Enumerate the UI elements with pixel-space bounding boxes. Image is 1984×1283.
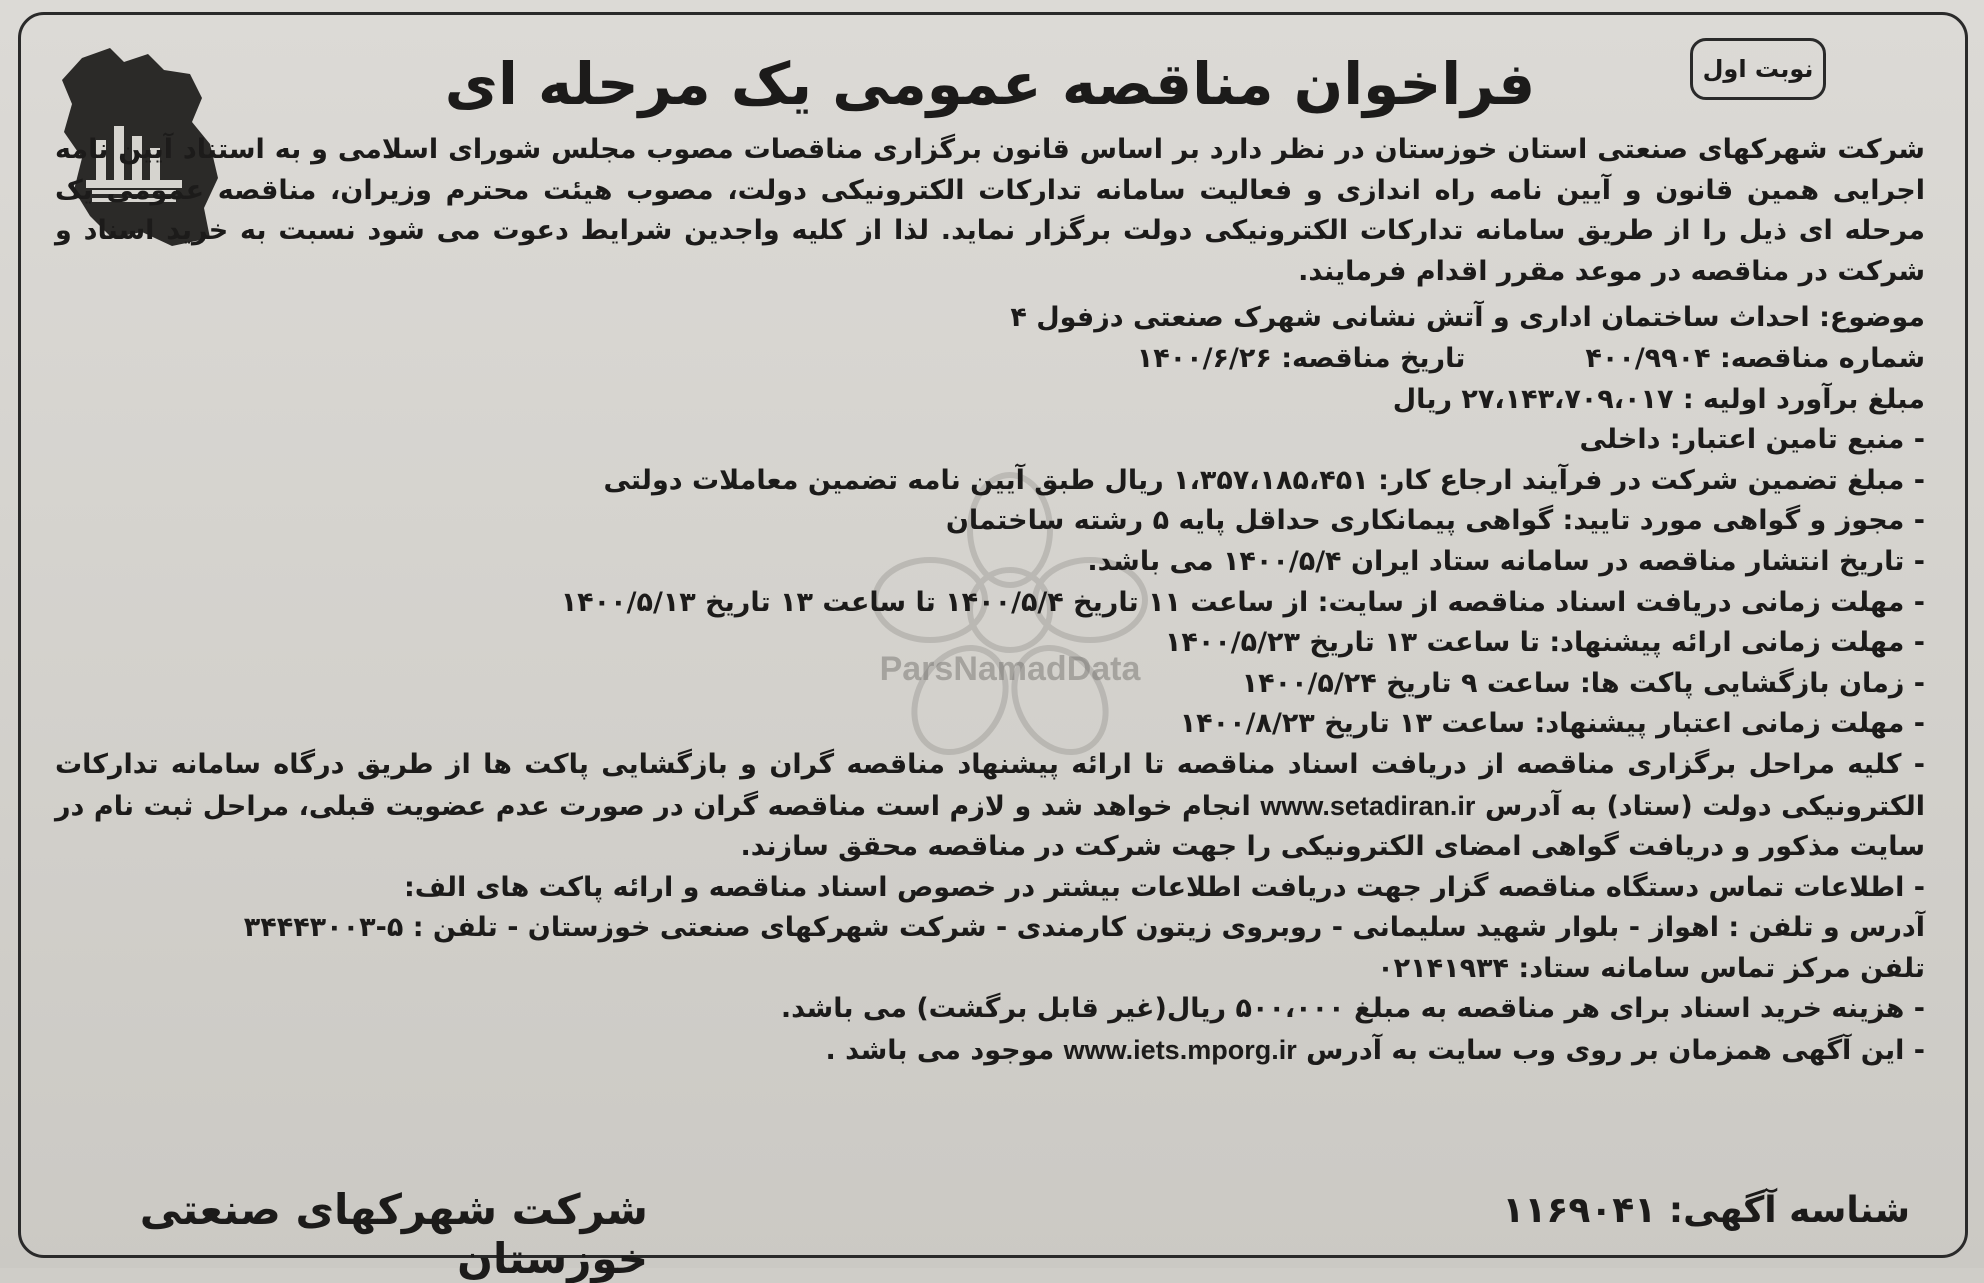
setad-link[interactable]: www.setadiran.ir <box>1260 790 1476 821</box>
tender-date: تاریخ مناقصه: ۱۴۰۰/۶/۲۶ <box>1136 342 1466 374</box>
footer-company-name: شرکت شهرکهای صنعتی خوزستان <box>139 1185 648 1283</box>
contact-address: آدرس و تلفن : اهواز - بلوار شهید سلیمانی - روبروی زیتون کارمندی - شرکت شهرکهای صنعتی خوزستان - تلفن : ۵-۳۴۴۴۳۰۰۳ <box>243 912 1925 944</box>
item-bid-deadline: - مهلت زمانی ارائه پیشنهاد: تا ساعت ۱۳ تاریخ ۱۴۰۰/۵/۲۳ <box>1164 627 1925 659</box>
website-line <box>55 1030 1925 1072</box>
process-text-2: انجام خواهد شد و لازم است مناقصه گران در صورت عدم عضویت قبلی، مراحل ثبت نام در سایت مذکور و دریافت گواهی امضای الکترونیکی را جهت شرکت در مناقصه محقق سازند. <box>55 790 1925 863</box>
estimate-line: مبلغ برآورد اولیه : ۲۷،۱۴۳،۷۰۹،۰۱۷ ریال <box>1392 383 1925 415</box>
intro-paragraph: شرکت شهرکهای صنعتی استان خوزستان در نظر دارد بر اساس قانون برگزاری مناقصات مصوب مجلس شورای اسلامی و به استناد آیین نامه اجرایی همین قانون و آیین نامه راه اندازی و فعالیت سامانه تدارکات الکترونیکی دولت، مصوب هیئت محترم وزیران، مناقصه عمومی یک مرحله ای ذیل را از طریق سامانه تدارکات الکترونیکی دولت برگزار نماید. لذا از کلیه واجدین شرایط دعوت می شود نسبت به خرید اسناد و شرکت در مناقصه در موعد مقرر اقدام فرمایند. <box>55 134 1925 287</box>
iets-link[interactable]: www.iets.mporg.ir <box>1063 1035 1297 1066</box>
fee-line: - هزینه خرید اسناد برای هر مناقصه به مبلغ ۵۰۰،۰۰۰ ریال(غیر قابل برگشت) می باشد. <box>780 993 1925 1025</box>
process-paragraph <box>55 745 1925 868</box>
item-funding: - منبع تامین اعتبار: داخلی <box>1579 424 1925 456</box>
tender-number-row <box>55 339 1925 380</box>
process-text: - کلیه مراحل برگزاری مناقصه از دریافت اسناد مناقصه تا ارائه پیشنهاد مناقصه گران و بازگشایی پاکت ها از طریق درگاه سامانه تدارکات الکترونیکی دولت (ستاد) به آدرس <box>55 748 1926 822</box>
round-badge: نوبت اول <box>1690 38 1826 100</box>
item-publish-date: - تاریخ انتشار مناقصه در سامانه ستاد ایران ۱۴۰۰/۵/۴ می باشد. <box>1087 545 1925 577</box>
tender-number: شماره مناقصه: ۴۰۰/۹۹۰۴ <box>1585 342 1925 374</box>
website-text-2: موجود می باشد . <box>825 1035 1055 1067</box>
item-guarantee: - مبلغ تضمین شرکت در فرآیند ارجاع کار: ۱،۳۵۷،۱۸۵،۴۵۱ ریال طبق آیین نامه تضمین معاملات دولتی <box>603 464 1925 496</box>
watermark-text: ParsNamadData <box>879 650 1141 688</box>
contact-intro: - اطلاعات تماس دستگاه مناقصه گزار جهت دریافت اطلاعات بیشتر در خصوص اسناد مناقصه و ارائه پاکت های الف: <box>403 871 1925 903</box>
item-opening-time: - زمان بازگشایی پاکت ها: ساعت ۹ تاریخ ۱۴۰۰/۵/۲۴ <box>1241 667 1925 699</box>
item-document-deadline: - مهلت زمانی دریافت اسناد مناقصه از سایت: از ساعت ۱۱ تاریخ ۱۴۰۰/۵/۴ تا ساعت ۱۳ تاریخ ۱۴۰۰/۵/۱۳ <box>560 586 1925 618</box>
ad-title: فراخوان مناقصه عمومی یک مرحله ای <box>444 50 1536 118</box>
item-validity: - مهلت زمانی اعتبار پیشنهاد: ساعت ۱۳ تاریخ ۱۴۰۰/۸/۲۳ <box>1179 708 1925 740</box>
subject-line: موضوع: احداث ساختمان اداری و آتش نشانی شهرک صنعتی دزفول ۴ <box>1010 302 1925 334</box>
setad-phone: تلفن مرکز تماس سامانه ستاد: ۰۲۱۴۱۹۳۴ <box>1377 952 1925 984</box>
website-text: - این آگهی همزمان بر روی وب سایت به آدرس <box>1306 1035 1925 1067</box>
ad-body <box>55 130 1925 1072</box>
item-license: - مجوز و گواهی مورد تایید: گواهی پیمانکاری حداقل پایه ۵ رشته ساختمان <box>945 505 1925 537</box>
ad-id: شناسه آگهی: ۱۱۶۹۰۴۱ <box>1502 1190 1910 1231</box>
